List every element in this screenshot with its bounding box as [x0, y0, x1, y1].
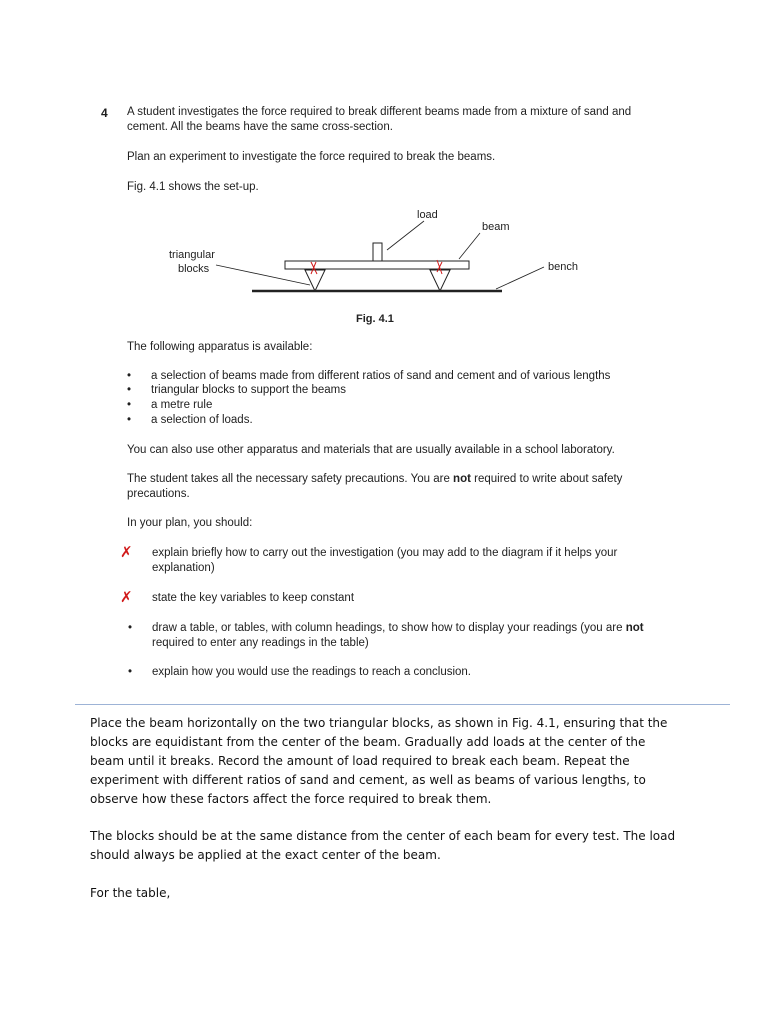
load-rect — [373, 243, 382, 261]
plan-intro: In your plan, you should: — [127, 517, 253, 529]
divider — [75, 704, 730, 705]
label-blocks-2: blocks — [178, 263, 210, 275]
figure-intro: Fig. 4.1 shows the set-up. — [127, 181, 259, 193]
left-block — [305, 270, 325, 291]
red-cross-mark: ✗ — [120, 544, 133, 561]
other-apparatus-note: You can also use other apparatus and materials that are usually available in a school laboratory. — [127, 444, 615, 456]
red-cross-mark: ✗ — [120, 589, 133, 606]
figure-4-1 — [160, 200, 600, 335]
figure-caption: Fig. 4.1 — [356, 313, 394, 325]
answer-paragraph-2: The blocks should be at the same distance from the center of each beam for every test. The load should always be applied at the exact center of the beam. — [90, 829, 676, 862]
label-beam: beam — [482, 221, 510, 233]
question-number: 4 — [101, 106, 108, 120]
plan-instruction: Plan an experiment to investigate the force required to break the beams. — [127, 151, 496, 163]
red-mark-right — [437, 260, 442, 274]
question-intro: A student investigates the force required to break different beams made from a mixture of sand and cement. All the beams have the same cross-section. — [127, 106, 632, 133]
label-load: load — [417, 209, 438, 221]
safety-note: The student takes all the necessary safety precautions. You are not required to write about safety precautions. — [127, 473, 623, 500]
answer-paragraph-1: Place the beam horizontally on the two triangular blocks, as shown in Fig. 4.1, ensuring that the blocks are equidistant from the center of the beam. Gradually add loads at the center of the beam until it breaks. Record the amount of load required to break each beam. Repeat the experiment with different ratios of sand and cement, as well as beams of various lengths, to observe how these factors affect the force required to break them. — [90, 716, 668, 806]
label-bench: bench — [548, 261, 578, 273]
answer-paragraph-3: For the table, — [90, 886, 171, 900]
apparatus-intro: The following apparatus is available: — [127, 341, 313, 353]
red-mark-left — [311, 262, 317, 274]
label-blocks-1: triangular — [169, 249, 215, 261]
right-block — [430, 270, 450, 291]
